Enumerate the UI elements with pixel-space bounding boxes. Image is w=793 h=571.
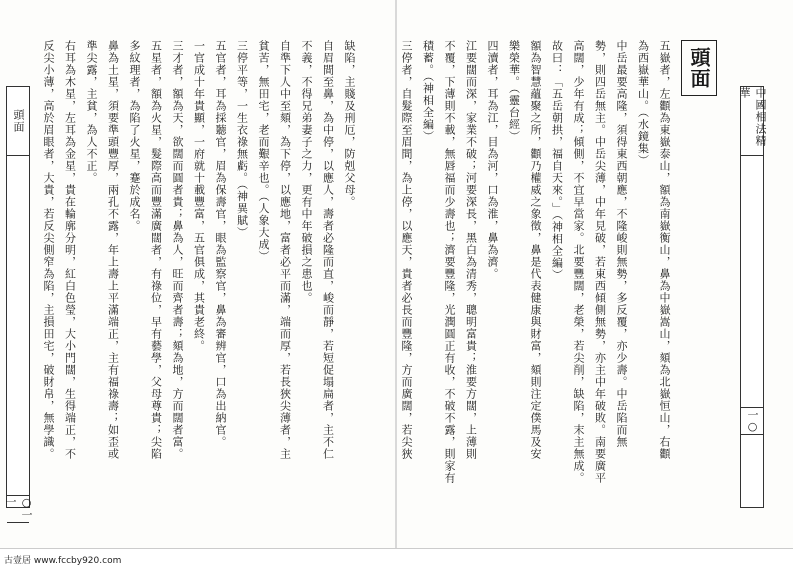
- right-page-text: [400, 40, 717, 530]
- text-column: 江要闊而深，家業不破；河要深長，黑白為清秀，聰明富貴；淮要方闊，上薄則: [464, 40, 478, 460]
- text-column: 反尖小薄，高於眉眼者，大貴，若反尖側窄為陷，主損田宅，破財帛，無學識。: [42, 40, 55, 460]
- text-column: 額為智慧蘊聚之所，顴乃權威之象徵，鼻是代表健康與財富，頦則注定僕馬及安: [529, 40, 542, 460]
- text-column: 樂榮華。（靈台經）: [507, 40, 521, 143]
- text-column: 為西嶽華山。（水鏡集）: [636, 40, 650, 167]
- text-column: 鼻為土星，須要準頭豐厚，兩孔不露，年上壽上平滿端正，主有福祿壽；如歪或: [106, 40, 120, 460]
- text-column: 多紋理者，為陷了火星，蹇於成名。: [128, 40, 141, 232]
- left-page-text: [42, 40, 360, 530]
- text-column: 五嶽者，左顴為東嶽泰山，額為南嶽衡山，鼻為中嶽嵩山，頦為北嶽恒山，右顴: [658, 40, 671, 460]
- left-side-tab: [4, 86, 33, 520]
- text-column: 自準下人中至頦，為下停，以應地，富者必平而滿，端而厚，若長狹尖薄者，主: [278, 40, 292, 460]
- text-column: 一官成十年貴顯，一府就十載豐富，五官俱成，其貴老終。: [192, 40, 206, 352]
- watermark-text: 古壹居 www.fccby920.com: [4, 556, 122, 566]
- right-page-number: 一○: [741, 407, 763, 435]
- text-column: 缺陷，主賤及刑厄，防剋父母。: [343, 40, 356, 208]
- text-column: 貧苦，無田宅，老而艱辛也。（人象大成）: [257, 40, 270, 263]
- text-column: 五官者，耳為採聽官，眉為保壽官，眼為監察官，鼻為審辨官，口為出納官。: [214, 40, 227, 448]
- text-column: 不義，不得兄弟妻子之力，更有中年破損之患也。: [300, 40, 313, 304]
- text-column: 不覆，下薄則不載，無唇福而少壽也；濟要豐隆，光潤圓正有收，不破不露，則家有: [443, 40, 456, 484]
- left-page-number: ○一一: [7, 495, 29, 523]
- right-side-tab: [738, 86, 767, 508]
- footer-bar: [0, 548, 793, 571]
- text-column: 五星者，額為火星，髮際高而豐滿廣闊者，有祿位，早有藝學，父母尊貴；尖陷: [149, 40, 163, 460]
- text-column: 高闊，少年有成；傾側，不宜早當家。北要豐闊，老榮，若尖削，缺陷，末主無成。: [572, 40, 585, 484]
- left-tab-title: 頭面: [7, 87, 29, 156]
- right-page: [397, 0, 793, 548]
- text-column: 三停者，自髮際至眉間，為上停，以應天，貴者必長而豐隆，方而廣闊，若尖狹: [400, 40, 413, 460]
- text-column: 三才者，額為天，欲闊而圓者貴；鼻為人，旺而齊者壽；頦為地，方而闊者富。: [171, 40, 184, 460]
- text-column: 準尖露，主貧，為人不正。: [85, 40, 98, 184]
- right-tab-title: 中國相法精華: [741, 87, 763, 156]
- left-page: [0, 0, 396, 548]
- text-column: 右耳為木星，左耳為金星，貴在輪廓分明，紅白色瑩，大小門闊，生得端正，不: [63, 40, 77, 460]
- text-column: 四瀆者，耳為江，目為河，口為淮，鼻為濟。: [486, 40, 499, 280]
- text-column: 中岳最要高隆，須得東西朝應，不隆峻則無勢，多反覆，亦少壽。中岳陷而無: [615, 40, 628, 448]
- text-column: 自眉間至鼻，為中停，以應人，壽者必隆而直，峻而靜，若短促塌扁者，主不仁: [321, 40, 335, 460]
- text-column: 故曰：「五岳朝拱，福自天來。」（神相全編）: [550, 40, 564, 281]
- text-column: 勢，則四岳無主。中岳尖薄，中年見破，若東西傾側無勢，亦主中年破敗。南要廣平: [593, 40, 607, 484]
- section-title: 頭面: [681, 40, 717, 96]
- text-column: 積蓄。（神相全編）: [421, 40, 435, 143]
- text-column: 三停平等，一生衣祿無虧。（神異賦）: [235, 40, 249, 239]
